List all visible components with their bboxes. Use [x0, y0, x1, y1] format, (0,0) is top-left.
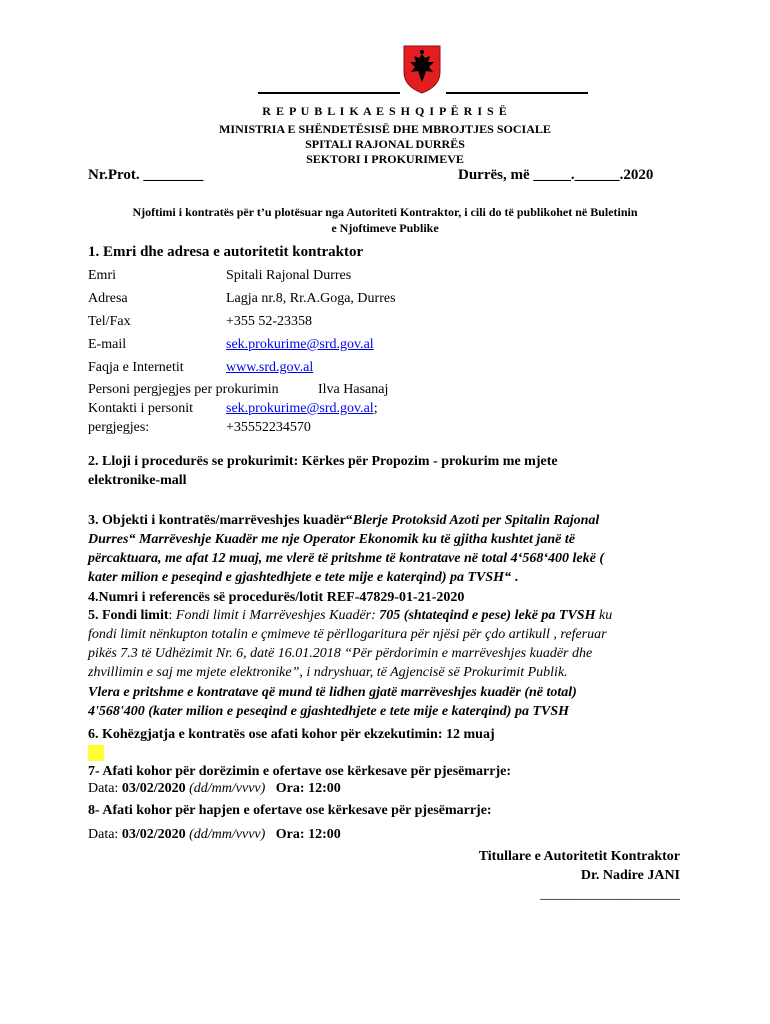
- expected-value-line-1: Vlera e pritshme e kontratave që mund të lidhen gjatë marrëveshjes kuadër (në total): [88, 685, 577, 700]
- hospital-heading: SPITALI RAJONAL DURRËS: [305, 137, 465, 151]
- contact-label-line-1: Kontakti i personit: [88, 401, 193, 416]
- section-7-date-line: [88, 781, 341, 797]
- header-rule-right: [446, 92, 588, 94]
- responsible-person-name: Ilva Hasanaj: [318, 382, 389, 397]
- intro-line-1: Njoftimi i kontratës për t’u plotësuar nga Autoriteti Kontraktor, i cili do të publikohet në Buletinin: [132, 205, 638, 219]
- email-link[interactable]: sek.prokurime@srd.gov.al: [226, 337, 374, 352]
- section-5-line-1: [88, 608, 612, 624]
- section-7-time: Ora: 12:00: [275, 781, 341, 796]
- section-5-italic-a: Fondi limit i Marrëveshjes Kuadër:: [175, 608, 380, 623]
- section-3-line-4: [88, 570, 518, 586]
- section-8-time: Ora: 12:00: [275, 827, 341, 842]
- contact-phone: +35552234570: [226, 420, 311, 435]
- section-3-line-4-suffix: .: [511, 570, 519, 585]
- section-8-data-label: Data:: [88, 827, 122, 842]
- sector-heading: SEKTORI I PROKURIMEVE: [306, 152, 464, 166]
- row-value-name: Spitali Rajonal Durres: [226, 268, 352, 283]
- section-5-italic-b: ku: [595, 608, 613, 623]
- section-3-object: Blerje Protoksid Azoti per Spitalin Rajonal: [352, 513, 600, 528]
- section-6-value: : 12 muaj: [437, 727, 495, 742]
- section-3-line-1: [88, 513, 599, 529]
- republic-heading: R E P U B L I K A E S H Q I P Ë R I S Ë: [262, 104, 508, 118]
- protocol-number: Nr.Prot. ________: [88, 167, 204, 183]
- website-link[interactable]: www.srd.gov.al: [226, 360, 314, 375]
- section-5-line-3: pikës 7.3 të Udhëzimit Nr. 6, datë 16.01.2018 “Për përdorimin e marrëveshjes kuadër dhe: [88, 646, 593, 661]
- section-3-line-3: përcaktuara, me afat 12 muaj, me vlerë të pritshme të kontratave në total 4‘568‘400 lekë (: [88, 551, 604, 566]
- document-date: Durrës, më _____.______.2020: [458, 167, 654, 183]
- ministry-heading: MINISTRIA E SHËNDETËSISË DHE MBROJTJES SOCIALE: [219, 122, 551, 136]
- highlight-mark: [88, 745, 104, 761]
- contact-label-line-2: pergjegjes:: [88, 420, 150, 435]
- section-3-line-2: Durres“ Marrëveshje Kuadër me nje Operator Ekonomik ku të gjitha kushtet janë të: [88, 532, 575, 547]
- section-8-date-line: [88, 827, 341, 843]
- section-5-line-2: fondi limit nënkupton totalin e çmimeve të përllogaritura për njësi për çdo artikull , referuar: [88, 627, 607, 642]
- section-3-line-4-text: kater milion e peseqind e gjashtedhjete e tete mije e katerqind) pa TVSH“: [88, 570, 512, 585]
- row-label-address: Adresa: [88, 291, 128, 306]
- row-value-telfax: +355 52-23358: [226, 314, 313, 329]
- section-6-duration: [88, 727, 495, 743]
- section-7-date: 03/02/2020: [121, 781, 186, 796]
- section-8-title: 8- Afati kohor për hapjen e ofertave ose kërkesave për pjesëmarrje:: [88, 803, 492, 818]
- section-7-data-label: Data:: [88, 781, 122, 796]
- signature-name: Dr. Nadire JANI: [580, 868, 680, 883]
- intro-line-2: e Njoftimeve Publike: [331, 221, 439, 235]
- row-label-website: Faqja e Internetit: [88, 360, 184, 375]
- section-5-line-4: zhvillimin e saj me mjete elektronike”, i ndryshuar, të Agjencisë së Prokurimit Publik.: [88, 665, 568, 680]
- responsible-person-label: Personi pergjegjes per prokurimin: [88, 382, 279, 397]
- section-6-label: 6. Kohëzgjatja e kontratës ose afati kohor për ekzekutimin: [88, 727, 438, 742]
- contact-email-link[interactable]: sek.prokurime@srd.gov.al: [226, 401, 374, 416]
- section-4-reference: 4.Numri i referencës së procedurës/lotit REF-47829-01-21-2020: [88, 590, 465, 605]
- section-5-colon: :: [168, 608, 176, 623]
- section-7-title: 7- Afati kohor për dorëzimin e ofertave ose kërkesave për pjesëmarrje:: [88, 764, 511, 779]
- section-3-prefix: 3. Objekti i kontratës/marrëveshjes kuadër“: [88, 513, 353, 528]
- row-label-email: E-mail: [88, 337, 127, 352]
- section-8-format: (dd/mm/vvvv): [185, 827, 266, 842]
- contact-email-suffix: ;: [373, 401, 378, 416]
- section-7-format: (dd/mm/vvvv): [185, 781, 266, 796]
- header-rule-left: [258, 92, 400, 94]
- section-8-date: 03/02/2020: [121, 827, 186, 842]
- signature-title: Titullare e Autoritetit Kontraktor: [478, 849, 680, 864]
- section-5-label: 5. Fondi limit: [88, 608, 169, 623]
- section-2-line-1: 2. Lloji i procedurës se prokurimit: Kërkes për Propozim - prokurim me mjete: [88, 454, 558, 469]
- signature-line: ____________________: [540, 887, 680, 902]
- row-label-telfax: Tel/Fax: [88, 314, 131, 329]
- expected-value-line-2: 4'568'400 (kater milion e peseqind e gjashtedhjete e tete mije e katerqind) pa TVSH: [88, 704, 570, 719]
- contact-email-wrap: [226, 401, 378, 417]
- albania-emblem-icon: [402, 44, 442, 94]
- section-5-fund-value: 705 (shtateqind e pese) lekë pa TVSH: [379, 608, 596, 623]
- section-1-title: 1. Emri dhe adresa e autoritetit kontraktor: [88, 244, 364, 260]
- section-2-line-2: elektronike-mall: [88, 473, 187, 488]
- row-label-name: Emri: [88, 268, 116, 283]
- row-value-address: Lagja nr.8, Rr.A.Goga, Durres: [226, 291, 396, 306]
